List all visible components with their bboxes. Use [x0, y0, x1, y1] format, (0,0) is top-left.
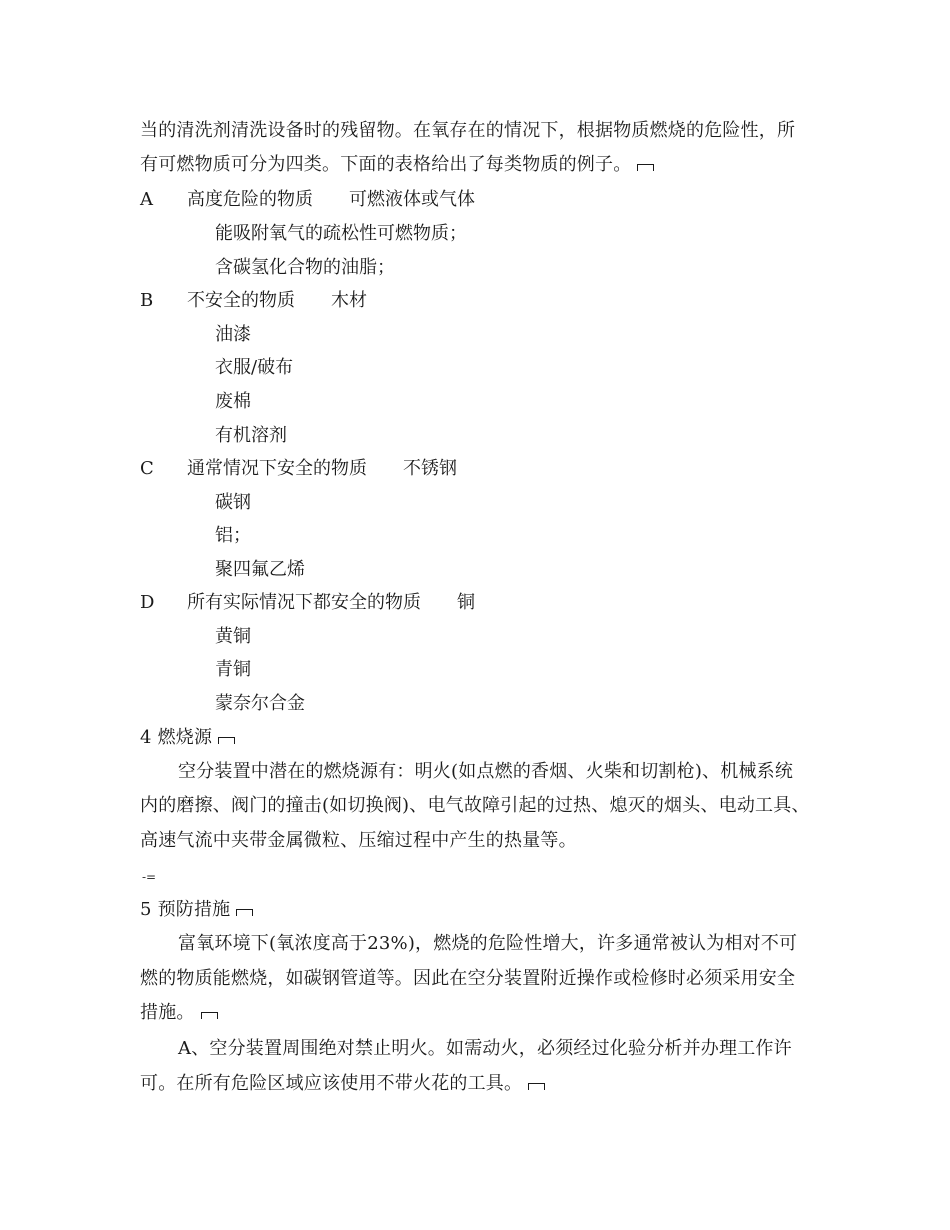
section-5-para1-line-2: 燃的物质能燃烧，如碳钢管道等。因此在空分装置附近操作或检修时必须采用安全: [140, 968, 796, 989]
category-a-name: 高度危险的物质: [187, 189, 313, 210]
category-d-example-4: 蒙奈尔合金: [215, 693, 305, 714]
category-b-example-1: 木材: [331, 290, 367, 311]
section-5-para1-line-3-text: 措施。: [140, 1002, 195, 1023]
section-5-heading-text: 5 预防措施: [140, 899, 231, 920]
section-4-heading-text: 4 燃烧源: [140, 727, 213, 748]
intro-line-2: [140, 153, 654, 177]
category-a-letter: A: [140, 189, 153, 210]
section-5-heading: [140, 898, 253, 922]
category-a-example-1: 可燃液体或气体: [349, 189, 475, 210]
paragraph-mark-icon: [236, 909, 253, 916]
category-c-example-4: 聚四氟乙烯: [215, 559, 305, 580]
category-a-example-3: 含碳氢化合物的油脂；: [215, 257, 395, 278]
section-5-para2-line-2-text: 可。在所有危险区域应该使用不带火花的工具。: [140, 1073, 523, 1094]
category-d-example-1: 铜: [457, 592, 475, 613]
section-5-para2-line-2: [140, 1072, 545, 1096]
category-d-row: [187, 591, 475, 615]
intro-line-1: 当的清洗剂清洗设备时的残留物。在氧存在的情况下，根据物质燃烧的危险性，所: [140, 120, 796, 141]
section-4-line-2: 内的磨擦、阀门的撞击(如切换阀)、电气故障引起的过热、熄灭的烟头、电动工具、: [140, 795, 810, 816]
category-b-letter: B: [140, 290, 154, 311]
section-4-line-3: 高速气流中夹带金属微粒、压缩过程中产生的热量等。: [140, 830, 577, 851]
category-d-example-3: 青铜: [215, 659, 251, 680]
category-b-row: [187, 289, 367, 313]
paragraph-mark-icon: [218, 737, 235, 744]
category-c-name: 通常情况下安全的物质: [187, 458, 367, 479]
stray-mark: -=: [142, 870, 157, 884]
category-d-name: 所有实际情况下都安全的物质: [187, 592, 421, 613]
paragraph-mark-icon: [637, 164, 654, 171]
section-5-para2-line-1: A、空分装置周围绝对禁止明火。如需动火，必须经过化验分析并办理工作许: [178, 1038, 792, 1059]
category-c-example-2: 碳钢: [215, 492, 251, 513]
category-a-row: [187, 188, 475, 212]
category-c-row: [187, 457, 457, 481]
category-c-example-1: 不锈钢: [403, 458, 457, 479]
category-d-example-2: 黄铜: [215, 626, 251, 647]
category-b-example-4: 废棉: [215, 391, 251, 412]
section-5-para1-line-3: [140, 1001, 218, 1025]
section-4-line-1: 空分装置中潜在的燃烧源有：明火(如点燃的香烟、火柴和切割枪)、机械系统: [178, 761, 794, 782]
paragraph-mark-icon: [201, 1012, 218, 1019]
category-b-name: 不安全的物质: [187, 290, 295, 311]
section-5-para1-line-1: 富氧环境下(氧浓度高于23%)，燃烧的危险性增大，许多通常被认为相对不可: [178, 933, 798, 954]
category-b-example-3: 衣服/破布: [215, 357, 294, 378]
category-c-example-3: 铝；: [215, 525, 251, 546]
category-b-example-5: 有机溶剂: [215, 425, 287, 446]
category-c-letter: C: [140, 458, 154, 479]
category-a-example-2: 能吸附氧气的疏松性可燃物质；: [215, 223, 467, 244]
intro-line-2-text: 有可燃物质可分为四类。下面的表格给出了每类物质的例子。: [140, 154, 632, 175]
section-4-heading: [140, 726, 235, 750]
paragraph-mark-icon: [528, 1083, 545, 1090]
category-d-letter: D: [140, 592, 155, 613]
category-b-example-2: 油漆: [215, 324, 251, 345]
